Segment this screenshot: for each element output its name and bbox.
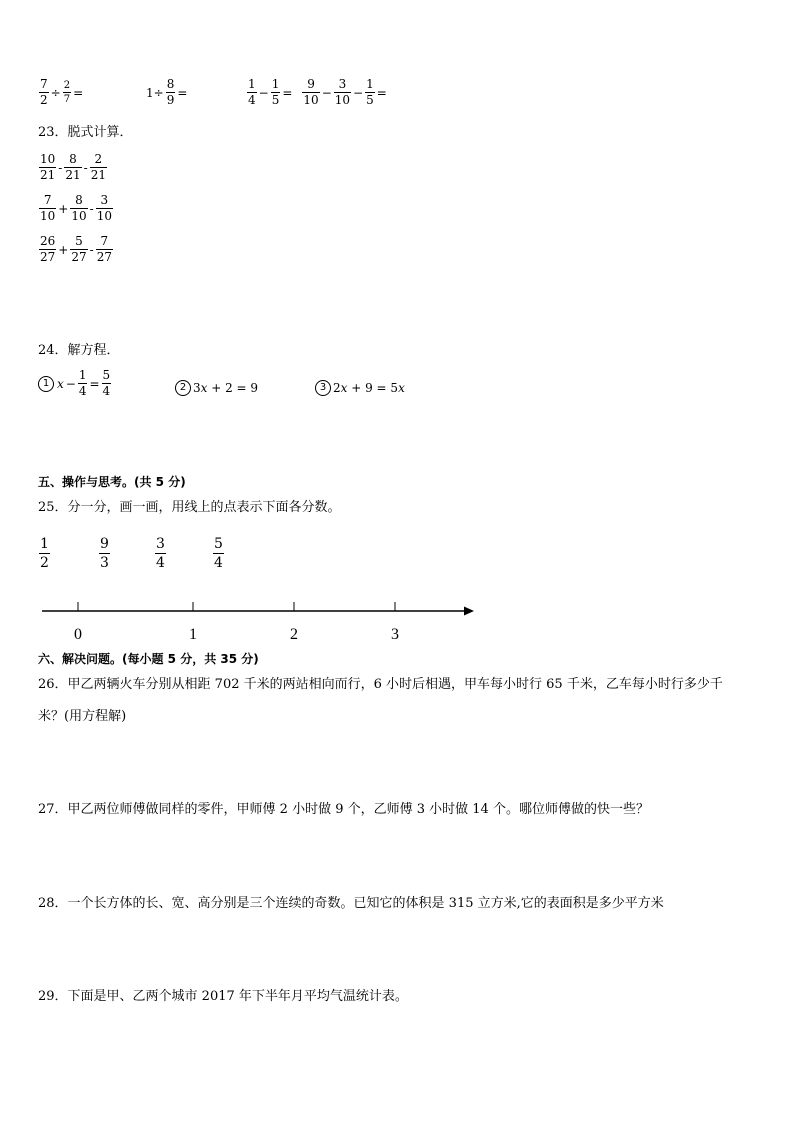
q25-fraction-2 bbox=[98, 536, 111, 571]
fraction: $\frac{26}{27}$ bbox=[40, 234, 56, 264]
tick-label-1: 1 bbox=[189, 626, 197, 643]
q24-equation-3: 3 2 x + 9 = 5 x bbox=[315, 380, 405, 396]
fraction: $\frac{1}{5}$ bbox=[271, 77, 280, 107]
tick-label-0: 0 bbox=[74, 626, 82, 643]
q25-title: 25．分一分，画一画，用线上的点表示下面各分数。 bbox=[38, 500, 341, 515]
q28-text: 28．一个长方体的长、宽、高分别是三个连续的奇数。已知它的体积是 315 立方米,它的表面积是多少平方米 bbox=[38, 896, 664, 911]
fraction: $\frac{3}{4}$ bbox=[156, 536, 165, 571]
fraction: $\frac{8}{9}$ bbox=[166, 77, 175, 107]
q25-fraction-3 bbox=[154, 536, 167, 571]
fraction: $\frac{3}{10}$ bbox=[96, 193, 112, 223]
q24-equation-2: 2 3 x + 2 = 9 bbox=[175, 380, 258, 396]
fraction: $\frac{1}{4}$ bbox=[248, 77, 256, 107]
q29-text: 29．下面是甲、乙两个城市 2017 年下半年月平均气温统计表。 bbox=[38, 989, 408, 1004]
fraction: $\frac{5}{4}$ bbox=[214, 536, 223, 571]
fraction: $\frac{2}{21}$ bbox=[90, 152, 106, 182]
fraction: $\frac{5}{4}$ bbox=[102, 368, 111, 398]
fraction: $\frac{10}{21}$ bbox=[40, 152, 56, 182]
q25-fraction-4 bbox=[212, 536, 225, 571]
fraction: $\frac{7}{27}$ bbox=[96, 234, 112, 264]
number-line[interactable] bbox=[36, 598, 481, 646]
tick-label-3: 3 bbox=[391, 626, 399, 643]
section-6-title: 六、解决问题。(每小题 5 分，共 35 分) bbox=[38, 652, 259, 666]
fraction: $\frac{8}{10}$ bbox=[71, 193, 87, 223]
tick-label-2: 2 bbox=[290, 626, 298, 643]
fraction: $\frac{1}{2}$ bbox=[40, 536, 49, 571]
fraction: $\frac{3}{10}$ bbox=[334, 77, 351, 107]
q22-expr-1: $\frac{7}{2}$ ÷ $\frac{2}{7}$ = bbox=[40, 77, 84, 107]
fraction: $\frac{7}{2}$ bbox=[40, 77, 48, 107]
q22-expr-2: 1÷ $\frac{8}{9}$ = bbox=[146, 77, 188, 107]
q25-fraction-1 bbox=[38, 536, 51, 571]
circled-number: 1 bbox=[38, 376, 54, 392]
fraction: $\frac{7}{10}$ bbox=[40, 193, 56, 223]
q23-title: 23．脱式计算． bbox=[38, 125, 133, 140]
fraction: $\frac{5}{27}$ bbox=[71, 234, 87, 264]
fraction: $\frac{9}{3}$ bbox=[100, 536, 109, 571]
q26-line-2: 米？(用方程解) bbox=[38, 709, 127, 724]
q23-row-3: $\frac{26}{27}$ + $\frac{5}{27}$ - $\frac{7}{27}$ bbox=[40, 234, 112, 264]
fraction: $\frac{8}{21}$ bbox=[65, 152, 81, 182]
number-line-arrow bbox=[464, 607, 474, 616]
fraction: $\frac{1}{4}$ bbox=[78, 368, 87, 398]
fraction: $\frac{9}{10}$ bbox=[303, 77, 319, 107]
q23-row-2: $\frac{7}{10}$ + $\frac{8}{10}$ - $\frac{3}{10}$ bbox=[40, 193, 112, 223]
fraction: $\frac{2}{7}$ bbox=[63, 80, 71, 105]
q22-expr-3: $\frac{1}{4}$ − $\frac{1}{5}$ = $\frac{9}{10}$ − $\frac{3}{10}$ − $\frac{1}{5}$ = bbox=[248, 77, 387, 107]
fraction: $\frac{1}{5}$ bbox=[366, 77, 374, 107]
q26-line-1: 26．甲乙两辆火车分别从相距 702 千米的两站相向而行，6 小时后相遇，甲车每小时行 65 千米，乙车每小时行多少千 bbox=[38, 677, 723, 692]
q23-row-1: $\frac{10}{21}$ - $\frac{8}{21}$ - $\frac{2}{21}$ bbox=[40, 152, 106, 182]
circled-number: 2 bbox=[175, 380, 191, 396]
q24-title: 24．解方程． bbox=[38, 343, 120, 358]
q27-text: 27．甲乙两位师傅做同样的零件，甲师傅 2 小时做 9 个，乙师傅 3 小时做 14 个。哪位师傅做的快一些？ bbox=[38, 802, 649, 817]
section-5-title: 五、操作与思考。(共 5 分) bbox=[38, 475, 186, 489]
q24-equation-1: 1 x − $\frac{1}{4}$ = $\frac{5}{4}$ bbox=[38, 369, 112, 398]
circled-number: 3 bbox=[315, 380, 331, 396]
